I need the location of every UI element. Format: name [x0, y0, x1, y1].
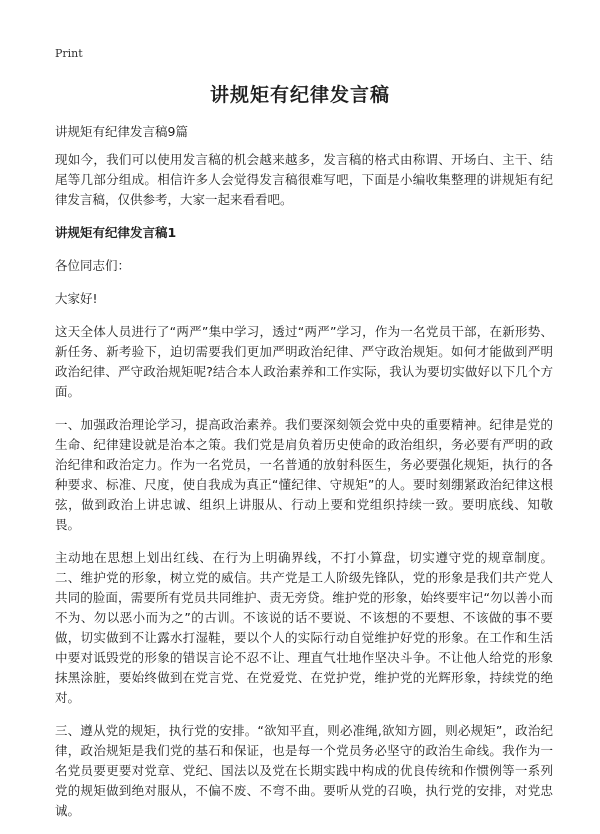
body-paragraph: 主动地在思想上划出红线、在行为上明确界线，不打小算盘，切实遵守党的规章制度。二、维护党的形象，树立党的威信。共产党是工人阶级先锋队，党的形象是我们共产党人共同的脸面，需要所有党员共同维护、责无旁贷。维护党的形象，始终要牢记“勿以善小而不为、勿以恶小而为之”的古训。不该说的话不要说、不该想的不要想、不该做的事不要做，切实做到不让露水打湿鞋，要以个人的实际行动自觉维护好党的形象。在工作和生活中要对诋毁党的形象的错误言论不忍不让、理直气壮地作坚决斗争。不让他人给党的形象抹黑涂脏，要始终做到在党言党、在党爱党、在党护党，维护党的光辉形象，持续党的绝对。 — [55, 550, 553, 705]
body-paragraph: 这天全体人员进行了“两严”集中学习，透过“两严”学习，作为一名党员干部，在新形势、新任务、新考验下，迫切需要我们更加严明政治纪律、严守政治规矩。如何才能做到严明政治纪律、严守政治规矩呢?结合本人政治素养和工作实际，我认为要切实做好以下几个方面。 — [55, 324, 553, 399]
salutation-line: 大家好! — [55, 291, 98, 306]
body-paragraph: 三、遵从党的规矩，执行党的安排。“欲知平直，则必准绳,欲知方圆，则必规矩”，政治纪律，政治规矩是我们党的基石和保证，也是每一个党员务必坚守的政治生命线。我作为一名党员要更要对党章、党纪、国法以及党在长期实践中构成的优良传统和作惯例等一系列党的规矩做到绝对服从，不偏不废、不弯不曲。要听从党的召唤，执行党的安排，对党忠诚。 — [55, 723, 553, 818]
greeting-line: 各位同志们： — [55, 258, 131, 273]
body-paragraph: 一、加强政治理论学习，提高政治素养。我们要深刻领会党中央的重要精神。纪律是党的生命、纪律建设就是治本之策。我们党是肩负着历史使命的政治组织，务必要有严明的政治纪律和政治定力。作为一名党员，一名普通的放射科医生，务必要强化规矩，执行的各种要求、标准、尺度，使自我成为真正“懂纪律、守规矩”的人。要时刻绷紧政治纪律这根弦，做到政治上讲忠诚、组织上讲服从、行动上要和党组织持续一致。要明底线、知敬畏。 — [55, 417, 553, 532]
document-subtitle: 讲规矩有纪律发言稿9篇 — [55, 124, 188, 139]
page-title: 讲规矩有纪律发言稿 — [209, 84, 390, 106]
print-link[interactable]: Print — [55, 47, 83, 60]
document-body — [55, 150, 553, 834]
section-heading: 讲规矩有纪律发言稿1 — [55, 225, 177, 240]
intro-paragraph: 现如今，我们可以使用发言稿的机会越来越多，发言稿的格式由称谓、开场白、主干、结尾等几部分组成。相信许多人会觉得发言稿很难写吧，下面是小编收集整理的讲规矩有纪律发言稿，仅供参考，大家一起来看看吧。 — [55, 152, 553, 207]
